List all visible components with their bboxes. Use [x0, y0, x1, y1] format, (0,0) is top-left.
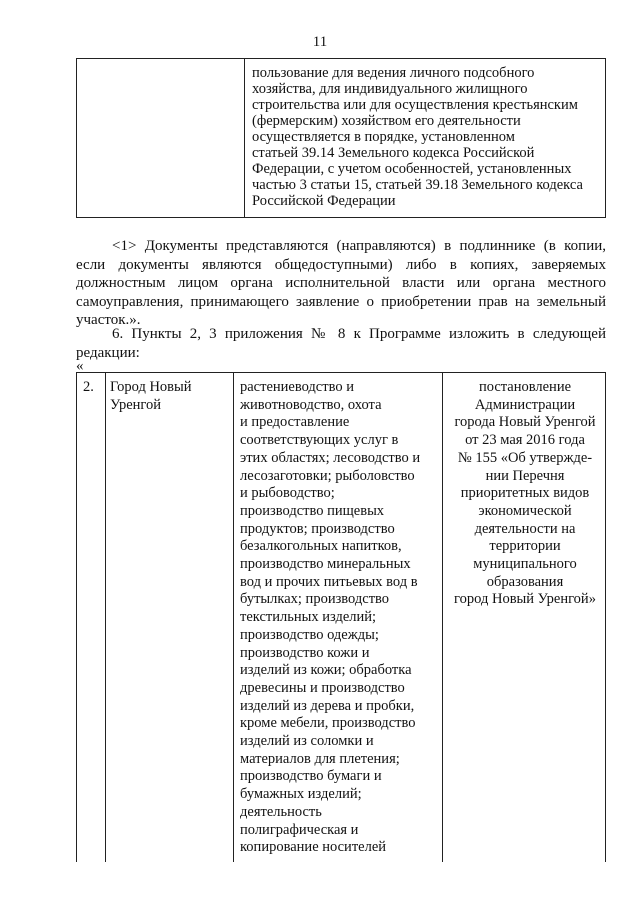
table-column-divider — [233, 373, 234, 862]
municipality-name: Город Новый Уренгой — [110, 379, 192, 413]
opening-quote: « — [76, 358, 84, 374]
table-cell-land-use-text: пользование для ведения личного подсобного хозяйства, для индивидуального жилищного строительства или для осуществления крестьянским (фермерским) хозяйством его деятельности осуществляется в порядке, установленном статьей 39.14 Земельного кодекса Российской Федерации, с учетом особенностей, установленных частью 3 статьи 15, статьей 39.18 Земельного кодекса Российской Федерации — [252, 65, 583, 209]
continuation-table — [76, 58, 606, 218]
footnote-paragraph: <1> Документы представляются (направляются) в подлиннике (в копии, если документы являются общедоступными) либо в копиях, заверяемых должностным лицом органа исполнительной власти или органа местного самоуправления, принимающего заявление о приобретении прав на земельный участок.». — [76, 238, 606, 328]
activity-list: растениеводство и животноводство, охота и предоставление соответствующих услуг в этих областях; лесоводство и лесозаготовки; рыболовство и рыбоводство; производство пищевых продуктов; производство безалкогольных напитков, производство минеральных вод и прочих питьевых вод в бутылках; производство текстильных изделий; производство одежды; производство кожи и изделий из кожи; обработка древесины и производство изделий из дерева и пробки, кроме мебели, производство изделий из соломки и материалов для плетения; производство бумаги и бумажных изделий; деятельность полиграфическая и копирование носителей — [240, 379, 421, 856]
legal-document: постановление Администрации города Новый Уренгой от 23 мая 2016 года № 155 «Об утвержде- нии Перечня приоритетных видов экономической деятельности на территории муниципального образования город Новый Уренгой» — [454, 379, 596, 608]
page-number: 11 — [312, 34, 328, 50]
table-column-divider — [244, 59, 245, 217]
table-column-divider — [442, 373, 443, 862]
row-number: 2. — [83, 379, 94, 395]
item-6-paragraph: 6. Пункты 2, 3 приложения № 8 к Программе изложить в следующей редакции: — [76, 326, 606, 361]
table-column-divider — [105, 373, 106, 862]
appendix-8-table — [76, 372, 606, 862]
